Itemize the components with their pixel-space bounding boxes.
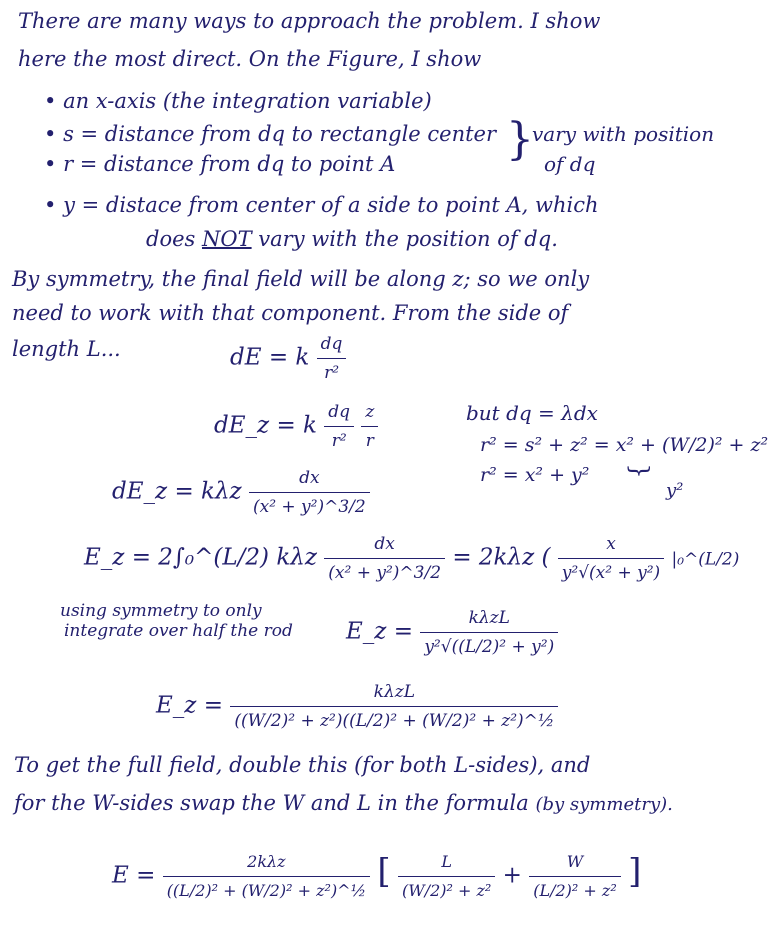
equation-Ez-integral-result	[558, 530, 664, 587]
underbrace-label: y²	[666, 480, 684, 501]
side-note-dq: but dq = λdx	[466, 401, 598, 425]
right-brace-icon: }	[506, 114, 534, 165]
equation-dE-lhs: dE = k	[230, 344, 310, 371]
equation-E-final-term-1-numerator: L	[398, 848, 495, 877]
symmetry-note-1: using symmetry to only	[60, 601, 262, 621]
symmetry-note-2: integrate over half the rod	[64, 621, 293, 641]
equation-E-final-lhs: E =	[112, 862, 156, 889]
equation-Ez-integral-result-denominator: y²√(x² + y²)	[561, 563, 661, 583]
equation-dEz-integrand-denominator: (x² + y²)^3/2	[252, 497, 366, 517]
equation-Ez-full-lhs: E_z =	[156, 692, 223, 719]
equation-E-final-term-1-denominator: (W/2)² + z²	[401, 881, 492, 900]
equation-dEz-numerator-1: dq	[324, 398, 354, 427]
equation-E-final-prefactor	[163, 848, 370, 905]
side-note-r-squared-y: r² = x² + y²	[480, 464, 590, 486]
equation-E-final-term-2	[529, 848, 621, 905]
equation-dEz-denominator-1: r²	[331, 431, 347, 451]
equation-E-final-bracket-close: ]	[628, 851, 642, 892]
equation-E-final-bracket-open: [	[377, 851, 391, 892]
intro-line-2: here the most direct. On the Figure, I show	[18, 47, 482, 71]
equation-E-final-plus: +	[502, 862, 522, 889]
closing-line-2-small: (by symmetry).	[535, 794, 673, 815]
bullet-r-text: r = distance from dq to point A	[63, 152, 396, 176]
symmetry-line-1: By symmetry, the final field will be along z; so we only	[12, 267, 590, 291]
equation-Ez-integral-result-numerator: x	[558, 530, 664, 559]
equation-dEz-integrand-numerator: dx	[249, 464, 370, 493]
bullet-x-axis-text: an x-axis (the integration variable)	[63, 89, 432, 113]
equation-Ez-full-fraction	[230, 678, 558, 735]
equation-dEz-denominator-2: r	[365, 431, 374, 451]
equation-Ez-integral-fraction	[324, 530, 445, 587]
equation-dE	[230, 330, 346, 387]
bullet-y-cont-not: NOT	[201, 227, 252, 251]
equation-E-final-numerator: 2kλz	[163, 848, 370, 877]
equation-Ez-integral-denominator: (x² + y²)^3/2	[328, 563, 442, 583]
bullet-x-axis: • an x-axis (the integration variable)	[44, 89, 432, 113]
equation-Ez-y-denominator: y²√((L/2)² + y²)	[424, 637, 555, 657]
bullet-y-cont	[146, 226, 558, 252]
equation-dEz-integrand-fraction	[249, 464, 370, 521]
equation-Ez-full-numerator: kλzL	[230, 678, 558, 707]
equation-Ez-integral-limits: |₀^(L/2)	[671, 549, 740, 570]
equation-Ez-integral-lhs: E_z = 2∫₀^(L/2) kλz	[84, 544, 317, 571]
closing-line-2-main: for the W-sides swap the W and L in the formula	[14, 791, 529, 815]
equation-dEz-fraction-1	[324, 398, 354, 455]
equation-Ez-integral-numerator: dx	[324, 530, 445, 559]
bullet-y: • y = distace from center of a side to point A, which	[44, 193, 599, 217]
equation-E-final-term-2-numerator: W	[529, 848, 621, 877]
intro-line-1: There are many ways to approach the problem. I show	[18, 9, 601, 33]
equation-Ez-y-numerator: kλzL	[420, 604, 558, 633]
bullet-s: • s = distance from dq to rectangle center	[44, 122, 497, 146]
bullet-y-cont-pre: does	[146, 227, 196, 251]
equation-E-final	[112, 848, 641, 905]
equation-E-final-term-2-denominator: (L/2)² + z²	[533, 881, 617, 900]
equation-Ez-full	[156, 678, 558, 735]
brace-note-1: vary with position	[532, 122, 715, 146]
equation-Ez-full-denominator: ((W/2)² + z²)((L/2)² + (W/2)² + z²)^½	[234, 711, 555, 731]
bullet-s-text: s = distance from dq to rectangle center	[63, 122, 497, 146]
equation-dEz-integrand-lhs: dE_z = kλz	[112, 478, 242, 505]
symmetry-line-3: length L...	[12, 337, 121, 361]
equation-Ez-y	[346, 604, 558, 661]
closing-line-1: To get the full field, double this (for both L-sides), and	[14, 753, 591, 777]
underbrace-icon: }	[625, 463, 654, 479]
side-note-r-squared: r² = s² + z² = x² + (W/2)² + z²	[480, 434, 768, 456]
bullet-y-cont-post: vary with the position of dq.	[258, 227, 558, 251]
closing-line-2	[14, 790, 673, 818]
equation-Ez-y-lhs: E_z =	[346, 618, 413, 645]
equation-Ez-integral-middle: = 2kλz (	[452, 544, 551, 571]
equation-dE-fraction	[317, 330, 347, 387]
equation-E-final-denominator: ((L/2)² + (W/2)² + z²)^½	[166, 881, 367, 900]
equation-dEz-integrand	[112, 464, 370, 521]
equation-Ez-y-fraction	[420, 604, 558, 661]
equation-dEz-fraction-2	[361, 398, 378, 455]
equation-dE-numerator: dq	[317, 330, 347, 359]
equation-dEz-numerator-2: z	[361, 398, 378, 427]
equation-Ez-integral	[84, 530, 739, 587]
equation-dE-denominator: r²	[324, 363, 340, 383]
symmetry-line-2: need to work with that component. From the side of	[12, 301, 569, 325]
bullet-r: • r = distance from dq to point A	[44, 152, 396, 176]
bullet-y-text: y = distace from center of a side to point A, which	[63, 193, 599, 217]
equation-E-final-term-1	[398, 848, 495, 905]
brace-note-2: of dq	[544, 152, 596, 176]
equation-dEz-lhs: dE_z = k	[214, 412, 317, 439]
equation-dEz	[214, 398, 378, 455]
